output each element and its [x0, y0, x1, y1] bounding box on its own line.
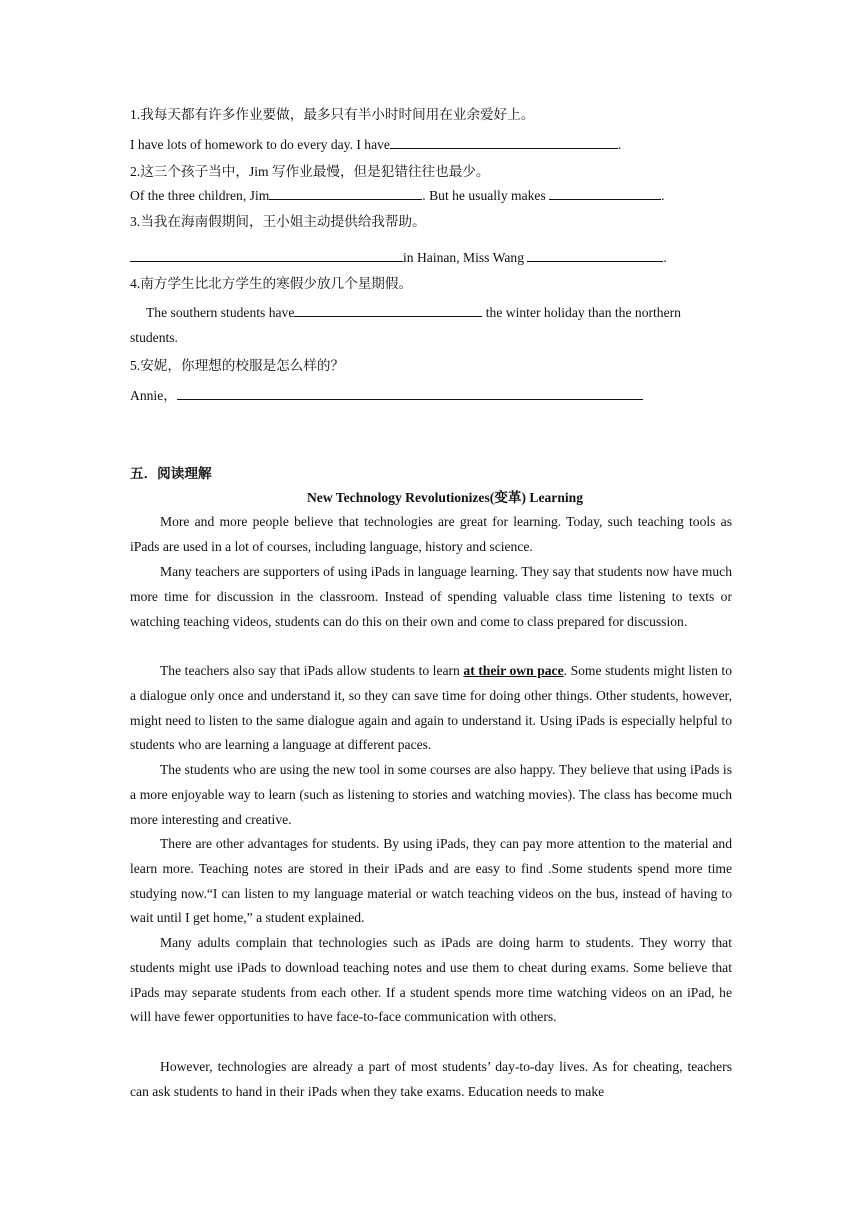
q4-chinese: 4.南方学生比北方学生的寒假少放几个星期假。	[130, 276, 413, 291]
passage-paragraph-3: The teachers also say that iPads allow students to learn at their own pace. Some students might listen to a dialogue only once and understand it, so they can save time for doing other things. Other students, however, might need to listen to the same dialogue again and again to understand it. Using iPads is especially helpful to students who are learning a language at different paces.	[130, 663, 732, 753]
q3-chinese: 3.当我在海南假期间，王小姐主动提供给我帮助。	[130, 214, 426, 229]
q4-answer-blank[interactable]	[294, 303, 482, 317]
passage-paragraph-7: However, technologies are already a part of most students’ day-to-day lives. As for cheating, teachers can ask students to hand in their iPads when they take exams. Education needs to make	[130, 1059, 732, 1099]
q2-english	[130, 186, 732, 205]
q2-english-part3: .	[661, 188, 665, 203]
passage-paragraph-6: Many adults complain that technologies such as iPads are doing harm to students. They worry that students might use iPads to download teaching notes and use them to cheat during exams. Some believe that iPads may separate students from each other. If a student spends more time watching videos on an iPad, he will have fewer opportunities to have face-to-face communication with others.	[130, 935, 732, 1025]
q4-english-part2: the winter holiday than the northern	[485, 305, 681, 320]
q3-answer-blank-1[interactable]	[130, 248, 403, 262]
q1-english-text: I have lots of homework to do every day. I have	[130, 137, 390, 152]
q5-english	[130, 386, 732, 405]
q4-english-cont: students.	[130, 330, 178, 345]
q1-english	[130, 135, 732, 154]
q1-chinese: 1.我每天都有许多作业要做，最多只有半小时时间用在业余爱好上。	[130, 107, 535, 122]
q5-answer-blank[interactable]	[177, 386, 643, 400]
q3-answer-blank-2[interactable]	[527, 248, 663, 262]
q3-english	[130, 248, 732, 267]
q3-english-part2: .	[663, 250, 667, 265]
q2-english-part2: . But he usually makes	[422, 188, 546, 203]
q2-answer-blank-2[interactable]	[549, 186, 661, 200]
passage-paragraph-2: Many teachers are supporters of using iPads in language learning. They say that students now have much more time for discussion in the classroom. Instead of spending valuable class time listening to texts or watching teaching videos, students can do this on their own and come to class prepared for discussion.	[130, 564, 732, 629]
q2-chinese: 2.这三个孩子当中，Jim 写作业最慢，但是犯错往往也最少。	[130, 164, 490, 179]
q5-english-part1: Annie，	[130, 388, 177, 403]
q4-english	[146, 303, 732, 322]
passage-paragraph-5: There are other advantages for students. By using iPads, they can pay more attention to the material and learn more. Teaching notes are stored in their iPads and are easy to find .Some students spend more time studying now.“I can listen to my language material or watch teaching videos on the bus, instead of having to wait until I get home,” a student explained.	[130, 836, 732, 926]
q1-english-end: .	[617, 137, 622, 152]
passage-title: New Technology Revolutionizes(变革) Learning	[306, 490, 584, 505]
section-heading: 五．阅读理解	[130, 466, 212, 481]
q4-english-part1: The southern students have	[146, 305, 295, 320]
passage-paragraph-1: More and more people believe that technologies are great for learning. Today, such teaching tools as iPads are used in a lot of courses, including language, history and science.	[130, 514, 732, 554]
passage-paragraph-4: The students who are using the new tool in some courses are also happy. They believe that using iPads is a more enjoyable way to learn (such as listening to stories and watching movies). The class has become much more interesting and creative.	[130, 762, 732, 827]
q1-answer-blank[interactable]	[390, 135, 618, 149]
q2-english-part1: Of the three children, Jim	[130, 188, 270, 203]
underlined-phrase: at their own pace	[463, 663, 564, 678]
q3-english-part1: in Hainan, Miss Wang	[403, 250, 524, 265]
q2-answer-blank-1[interactable]	[269, 186, 422, 200]
q5-chinese: 5.安妮，你理想的校服是怎么样的？	[130, 358, 345, 373]
